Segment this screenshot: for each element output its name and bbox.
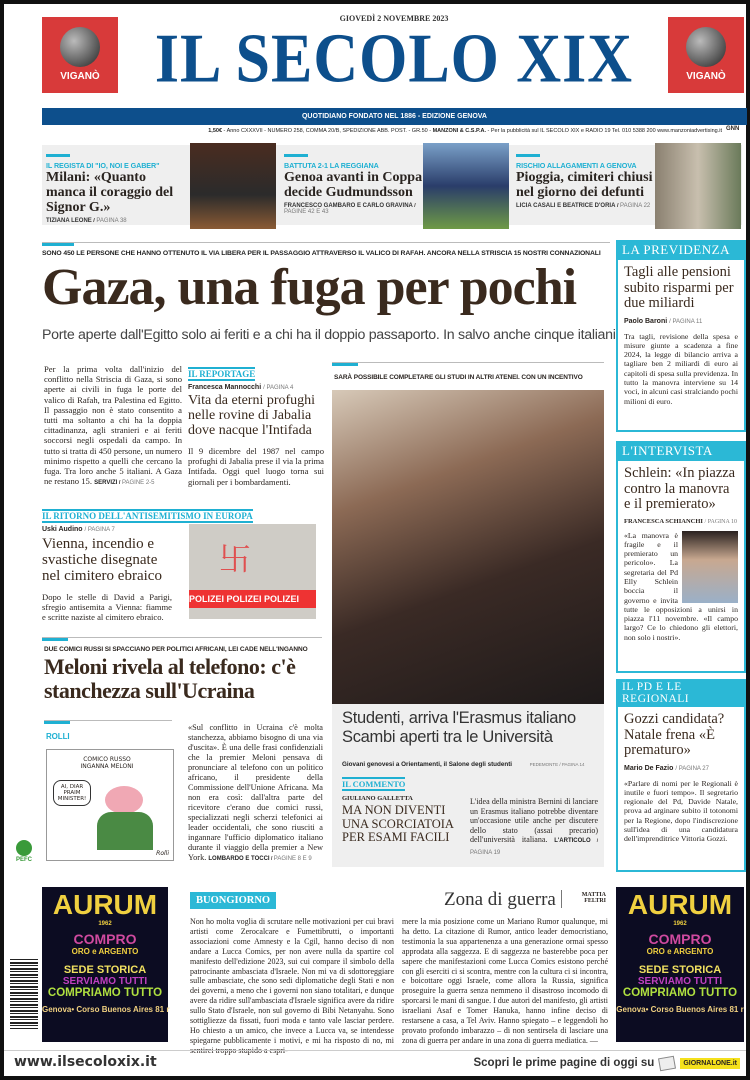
lead-body: Per la prima volta dall'inizio del conflitto nella Striscia di Gaza, si sono aperte ai civili in fuga le porte del valico di Rafah, tra Palestina ed Egitto. Il passaggio non è stato consentito a tutti ma soltanto a chi ha la doppia cittadinanza, agli stranieri e ai feriti soccorsi negli ospedali da campo. In tutto si tratta di 450 persone, un numero minimo rispetto a quelli che cercano la fuga. Tra loro anche 5 italiani. A Gaza ne restano 15. SERVIZI / PAGINE 2-5	[44, 364, 182, 487]
teaser-photo-cemetery	[655, 143, 741, 229]
buongiorno-title[interactable]: Zona di guerra	[444, 889, 556, 910]
lead-kicker: SONO 450 LE PERSONE CHE HANNO OTTENUTO IL VIA LIBERA PER IL PASSAGGIO ATTRAVERSO IL VALICO DI RAFAH. ANCORA NELLA STRISCIA 15 NOSTRI CONNAZIONALI	[42, 250, 601, 257]
cartoon-rolli: COMICO RUSSO INGANNA MELONI AI, DIAR PRAIM MINISTER! Rolli	[46, 749, 174, 861]
photo-schlein	[682, 531, 738, 603]
sidebar-previdenza[interactable]: LA PREVIDENZA Tagli alle pensioni subito risparmi per due miliardi Paolo Baroni / PAGINA 11 Tra tagli, revisione della spesa e misure giunte a scadenza a fine 2024, la legge di bilancio arriva a tagliare ben 2 miliardi di euro ai capitoli di spesa sulla previdenza. In tutto la manovra interviene su 14 voci, in alcuni casi stralciando pochi milioni di euro.	[616, 240, 746, 432]
info-line: 1,50€ - Anno CXXXVII - NUMERO 258, COMMA 20/B, SPEDIZIONE ABB. POST. - GR.50 - MANZONI & C.S.P.A. - Per la pubblicità sul IL SECOLO XIX e RADIO 19 Tel. 010 5388 200 www.manzoniadvertising.it	[208, 128, 722, 134]
sidebar	[616, 240, 746, 872]
pefc-logo: PEFC	[10, 840, 38, 863]
buongiorno-col1: Non ho molta voglia di scrutare nelle motivazioni per cui bravi artisti come Zerocalcare e Fumettibrutti, o importanti associazioni come Amnesty e la Cgil, hanno deciso di non andare a Lucca Comics, per non avere nulla da spartire col manifesto dell'edizione 2023, sui cui compare il simbolo della patrocinante ambasciata d'Israele. Non mi va di sdottoreggiare sulle ambasciate, che sono sedi diplomatiche degli Stati e non dei governi, a meno che i governi non siano totalitari, e dunque avere da ridire sull'ambasciata d'Israele significa avere da ridire sullo Stato d'Israele, non sul governo di Bibi Netanyahu. Sono sottigliezze da fissati, fuori moda e tanto vale lasciar perdere. Ho chiesto a un amico, che invece a Lucca va, se intendesse spiegarne pubblicamente i motivi, e mi ha risposto di no, mi sentirei troppo stupido a espri-	[190, 917, 394, 1055]
teaser-pioggia[interactable]: RISCHIO ALLAGAMENTI A GENOVA Pioggia, cimiteri chiusi nel giorno dei defunti LICIA CASALI E BEATRICE D'ORIA / PAGINA 22	[516, 154, 656, 209]
divider	[42, 242, 610, 250]
divider	[332, 362, 604, 370]
antisemitism-article[interactable]: IL RITORNO DELL'ANTISEMITISMO IN EUROPA Uski Audino / PAGINA 7 Vienna, incendio e svastiche disegnate nel cimitero ebraico Dopo le stelle di David a Parigi, sfregio antisemita a Vienna: fiamme e scritte naziste al cimitero ebraico.	[42, 511, 253, 623]
commento-author: GIULIANO GALLETTA	[342, 795, 413, 802]
graffiti-mark: 卐	[219, 541, 252, 577]
tagline-bar: QUOTIDIANO FONDATO NEL 1886 - EDIZIONE GENOVA	[42, 108, 747, 125]
website-link[interactable]: www.ilsecoloxix.it	[14, 1054, 157, 1070]
teaser-milani[interactable]: IL REGISTA DI "IO, NOI E GABER" Milani: «Quanto manca il coraggio del Signor G.» TIZIANA LEONE / PAGINA 38	[46, 154, 186, 224]
ad-aurum-left[interactable]: AURUM 1962 COMPRO ORO e ARGENTO SEDE STORICA SERVIAMO TUTTI COMPRIAMO TUTTO Genova• Corso Buenos Aires 81 r	[42, 887, 168, 1042]
teaser-photo-football	[423, 143, 509, 229]
photo-students	[332, 390, 604, 705]
reportage[interactable]: IL REPORTAGE Francesca Mannocchi / PAGINA 4 Vita da eterni profughi nelle rovine di Jabalia dove nacque l'Intifada Il 9 dicembre del 1987 nel campo profughi di Jabalia prese il via la prima Intifada. Oggi quel luogo torna sui giornali per i bombardamenti.	[188, 369, 324, 487]
newspaper-icon	[658, 1055, 676, 1071]
sidebar-regionali[interactable]: IL PD E LE REGIONALI Gozzi candidata? Natale frena «È prematuro» Mario De Fazio / PAGINA 27 «Parlare di nomi per le Regionali è inutile e fuori tempo». Il segretario regionale del Pd, Davide Natale, prova ad arginare subito il totonomi per la Regione, dopo l'indiscrezione sull'idea di una candidatura dell'imprenditrice Vittoria Gozzi.	[616, 679, 746, 872]
lead-headline[interactable]: Gaza, una fuga per pochi	[42, 259, 577, 316]
erasmus-kicker: SARÀ POSSIBILE COMPLETARE GLI STUDI IN ALTRI ATENEI. CON UN INCENTIVO	[334, 374, 583, 381]
newspaper-title[interactable]: IL SECOLO XIX	[154, 21, 634, 98]
meloni-body: «Sul conflitto in Ucraina c'è molta stanchezza, abbiamo bisogno di una via d'uscita». È una delle frasi confidenziali che la premier Meloni pensava di pronunciare al telefono con un politico africano, il presidente della Commissione dell'Unione Africana. Ma non era così: dall'altra parte del ricevitore c'erano due comici russi, specializzati negli scherzi telefonici ai leader occidentali, che sono riusciti a ingannare l'ufficio diplomatico italiano durante il viaggio della premier a New York. LOMBARDO E TOCCI / PAGINE 8 E 9	[188, 723, 323, 862]
cartoon-label: ROLLI	[46, 732, 70, 741]
divider	[42, 637, 322, 645]
footer-promo: Scopri le prime pagine di oggi su	[473, 1057, 655, 1069]
barcode	[10, 959, 38, 1029]
divider	[4, 1050, 746, 1051]
giornalone-link[interactable]: GIORNALONE.it	[680, 1058, 740, 1069]
front-page: VIGANÒ VIGANÒ GIOVEDÌ 2 NOVEMBRE 2023 IL SECOLO XIX QUOTIDIANO FONDATO NEL 1886 - EDIZIONE GENOVA 1,50€ - Anno CXXXVII - NUMERO 258, COMMA 20/B, SPEDIZIONE ABB. POST. - GR.50 - MANZONI & C.S.P.A. - Per la pubblicità sul IL SECOLO XIX e RADIO 19 Tel. 010 5388 200 www.manzoniadvertising.it GNN IL REGISTA DI "IO, NOI E GABER" Milani: «Quanto manca il coraggio del Signor G.» TIZIANA LEONE / PAGINA 38 BATTUTA 2-1 LA REGGIANA Genoa avanti in Coppa decide Gudmundsson FRANCESCO GAMBARO E CARLO GRAVINA / PAGINE 42 E 43 RISCHIO ALLAGAMENTI A GENOVA Pioggia, cimiteri chiusi nel giorno dei defunti LICIA CASALI E BEATRICE D'ORIA / PAGINA 22 SONO 450 LE PERSONE CHE HANNO OTTENUTO IL VIA LIBERA PER IL PASSAGGIO ATTRAVERSO IL VALICO DI RAFAH. ANCORA NELLA STRISCIA 15 NOSTRI CONNAZIONALI Gaza, una fuga per pochi Porte aperte dall'Egitto solo ai feriti e a chi ha il doppio passaporto. In salvo anche cinque italiani Per la prima volta dall'inizio del conflitto nella Striscia di Gaza, si sono aperte ai civili in fuga le porte del valico di Rafah, tra Palestina ed Egitto. Il passaggio non è stato consentito a tutti ma soltanto a chi ha la doppia cittadinanza, agli stranieri e ai feriti soccorsi negli ospedali da campo. In tutto si tratta di 450 persone, un numero minimo rispetto a quelli che cercano la fuga. Tra loro anche 5 italiani. A Gaza ne restano 15. SERVIZI / PAGINE 2-5 IL REPORTAGE Francesca Mannocchi / PAGINA 4 Vita da eterni profughi nelle rovine di Jabalia dove nacque l'Intifada Il 9 dicembre del 1987 nel campo profughi di Jabalia prese il via la prima Intifada. Oggi quel luogo torna sui giornali per i bombardamenti. IL RITORNO DELL'ANTISEMITISMO IN EUROPA Uski Audino / PAGINA 7 Vienna, incendio e svastiche disegnate nel cimitero ebraico Dopo le stelle di David a Parigi, sfregio antisemita a Vienna: fiamme e scritte naziste al cimitero ebraico. 卐 POLIZEI POLIZEI POLIZEI DUE COMICI RUSSI SI SPACCIANO PER POLITICI AFRICANI, LEI CADE NELL'INGANNO Meloni rivela al telefono: c'è stanchezza sull'Ucraina «Sul conflitto in Ucraina c'è molta stanchezza, abbiamo bisogno di una via d'uscita». È una delle frasi confidenziali che la premier Meloni pensava di pronunciare al telefono con un politico africano, il presidente della Commissione dell'Unione Africana. Ma non era così: dall'altra parte del ricevitore c'erano due comici russi, specializzati negli scherzi telefonici ai leader occidentali, che sono riusciti a ingannare l'ufficio diplomatico italiano durante il viaggio della premier a New York. LOMBARDO E TOCCI / PAGINE 8 E 9 ROLLI COMICO RUSSO INGANNA MELONI AI, DIAR PRAIM MINISTER! Rolli PEFC SARÀ POSSIBILE COMPLETARE GLI STUDI IN ALTRI ATENEI. CON UN INCENTIVO Studenti, arriva l'Erasmus italiano Scambi aperti tra le Università Giovani genovesi a Orientamenti, il Salone degli studenti PEDEMONTE / PAGINA 14 IL COMMENTO GIULIANO GALLETTA MA NON DIVENTI UNA SCORCIATOIA PER ESAMI FACILI L'idea della ministra Bernini di lanciare un Erasmus italiano potrebbe diventare un'occasione utile anche per discutere dello stato (assai precario) dell'università italiana. L'ARTICOLO / PAGINA 19 LA PREVIDENZA Tagli alle pensioni subito risparmi per due miliardi Paolo Baroni / PAGINA 11 Tra tagli, revisione della spesa e misure giunte a scadenza a fine 2024, la legge di bilancio arriva a tagliare ben 2 miliardi di euro ai capitoli di spesa sulla previdenza. In tutto la manovra interviene su 14 voci, in alcuni casi stralciando pochi milioni di euro. L'INTERVISTA Schlein: «In piazza contro la manovra e il premierato» FRANCESCA SCHIANCHI / PAGINA 10 «La manovra è fragile e il premierato un pericolo». La segretaria del Pd Elly Schlein boccia il governo e invita tutte le opposizioni a unirsi in piazza l'11 novembre. «Il campo largo? Ce lo chiedono gli elettori, non solo i nostri». IL PD E LE REGIONALI Gozzi candidata? Natale frena «È prematuro» Mario De Fazio / PAGINA 27 «Parlare di nomi per le Regionali è inutile e fuori tempo». Il segretario regionale del Pd, Davide Natale, prova ad arginare subito il totonomi per la Regione, dopo l'indiscrezione sull'idea di una candidatura dell'imprenditrice Vittoria Gozzi. AURUM 1962 COMPRO ORO e ARGENTO SEDE STORICA SERVIAMO TUTTI COMPRIAMO TUTTO Genova• Corso Buenos Aires 81 r AURUM 1962 COMPRO ORO e ARGENTO SEDE STORICA SERVIAMO TUTTI COMPRIAMO TUTTO Genova• Corso Buenos Aires 81 r BUONGIORNO Zona di guerra MATTIA FELTRI Non ho molta voglia di scrutare nelle motivazioni per cui bravi artisti come Zerocalcare e Fumettibrutti, o importanti associazioni come Amnesty e la Cgil, hanno deciso di non andare a Lucca Comics, per non avere nulla da spartire col manifesto dell'edizione 2023, sui cui compare il simbolo della patrocinante ambasciata d'Israele. Non mi va di sdottoreggiare sulle ambasciate, che sono sedi diplomatiche degli Stati e non dei governi, a meno che i governi non siano totalitari, e dunque avere da ridire sull'ambasciata d'Israele significa avere da ridire sullo Stato d'Israele, non sul governo di Bibi Netanyahu. Sono sottigliezze da fissati, fuori moda e tanto vale lasciar perdere. Ho chiesto a un amico, che invece a Lucca va, se intendesse spiegarne pubblicamente i motivi, e mi ha risposto di no, mi sentirei troppo stupido a espri- mere la mia posizione come un Mariano Rumor qualunque, mi ha detto. La citazione di Rumor, antico leader democristiano, testimonia la sua appartenenza a una generazione ormai spesso approdata alla saggezza. E di saggezza ne basterebbe poca per sapere che manifestazioni come Lucca Comics esistono perché con gli eserciti ci si scontra, mentre con la cultura ci si incontra, e boicottare oggi Israele, come allora la Russia, significa proseguire la guerra senza nemmeno il disastroso incomodo di sporcarsi le mani di sangue. I due autori del manifesto, gli artisti israeliani Asaf e Tomer Hanuka, hanno infine deciso di restarsene a casa, a Tel Aviv. Hanno spiegato – e leggendoli ho provato profondo imbarazzo – di non sentirsela di lasciare una zona di guerra per andare in una zona di guerra mediatica. — www.ilsecoloxix.it Scopri le prime pagine di oggi su GIORNALONE.it	[4, 4, 746, 1076]
meloni-headline[interactable]: Meloni rivela al telefono: c'è stanchezza sull'Ucraina	[44, 654, 296, 703]
divider	[561, 890, 562, 908]
teaser-photo-milani	[190, 143, 276, 229]
photo-swastika-graffiti: 卐 POLIZEI POLIZEI POLIZEI	[189, 524, 316, 619]
cartoon-body	[97, 812, 153, 850]
meloni-kicker: DUE COMICI RUSSI SI SPACCIANO PER POLITICI AFRICANI, LEI CADE NELL'INGANNO	[44, 646, 308, 653]
ad-aurum-right[interactable]: AURUM 1962 COMPRO ORO e ARGENTO SEDE STORICA SERVIAMO TUTTI COMPRIAMO TUTTO Genova• Corso Buenos Aires 81 r	[616, 887, 744, 1042]
divider	[44, 720, 172, 728]
commento-label: IL COMMENTO	[342, 779, 406, 789]
speech-bubble: AI, DIAR PRAIM MINISTER!	[53, 780, 91, 806]
buongiorno-label: BUONGIORNO	[190, 892, 276, 909]
cartoon-face	[105, 786, 143, 814]
sidebar-intervista[interactable]: L'INTERVISTA Schlein: «In piazza contro la manovra e il premierato» FRANCESCA SCHIANCHI / PAGINA 10 «La manovra è fragile e il premierato un pericolo». La segretaria del Pd Elly Schlein boccia il governo e invita tutte le opposizioni a unirsi in piazza l'11 novembre. «Il campo largo? Ce lo chiedono gli elettori, non solo i nostri».	[616, 441, 746, 673]
speaker-icon	[60, 27, 100, 67]
buongiorno-col2: mere la mia posizione come un Mariano Rumor qualunque, mi ha detto. La citazione di Rumor, antico leader democristiano, testimonia la sua appartenenza a una generazione ormai spesso approdata alla saggezza. E di saggezza ne basterebbe poca per sapere che manifestazioni come Lucca Comics esistono perché con gli eserciti ci si scontra, mentre con la cultura ci si incontra, e boicottare oggi Israele, come allora la Russia, significa proseguire la guerra senza nemmeno il disastroso incomodo di sporcarsi le mani di sangue. I due autori del manifesto, gli artisti israeliani Asaf e Tomer Hanuka, hanno infine deciso di restarsene a casa, a Tel Aviv. Hanno spiegato – e leggendoli ho provato profondo imbarazzo – di non sentirsela di lasciare una zona di guerra per andare in una zona di guerra mediatica. —	[402, 917, 608, 1045]
commento-body: L'idea della ministra Bernini di lanciare un Erasmus italiano potrebbe diventare un'occasione utile anche per discutere dello stato (assai precario) dell'università italiana. L'ARTICOLO / PAGINA 19	[470, 797, 598, 856]
erasmus-headline[interactable]: Studenti, arriva l'Erasmus italiano Scambi aperti tra le Università	[342, 709, 576, 746]
speaker-icon	[686, 27, 726, 67]
commento-title[interactable]: MA NON DIVENTI UNA SCORCIATOIA PER ESAMI FACILI	[342, 803, 454, 844]
lead-subtitle: Porte aperte dall'Egitto solo ai feriti e a chi ha il doppio passaporto. In salvo anche cinque italiani	[42, 327, 616, 343]
ad-vigano-left[interactable]: VIGANÒ	[42, 17, 118, 93]
teaser-genoa[interactable]: BATTUTA 2-1 LA REGGIANA Genoa avanti in Coppa decide Gudmundsson FRANCESCO GAMBARO E CARLO GRAVINA / PAGINE 42 E 43	[284, 154, 424, 215]
gnn-logo: GNN	[726, 126, 740, 132]
ad-vigano-right[interactable]: VIGANÒ	[668, 17, 744, 93]
footer-promo-row	[384, 1053, 740, 1073]
buongiorno-author: MATTIA FELTRI	[581, 892, 606, 904]
issue-date: GIOVEDÌ 2 NOVEMBRE 2023	[339, 14, 449, 23]
